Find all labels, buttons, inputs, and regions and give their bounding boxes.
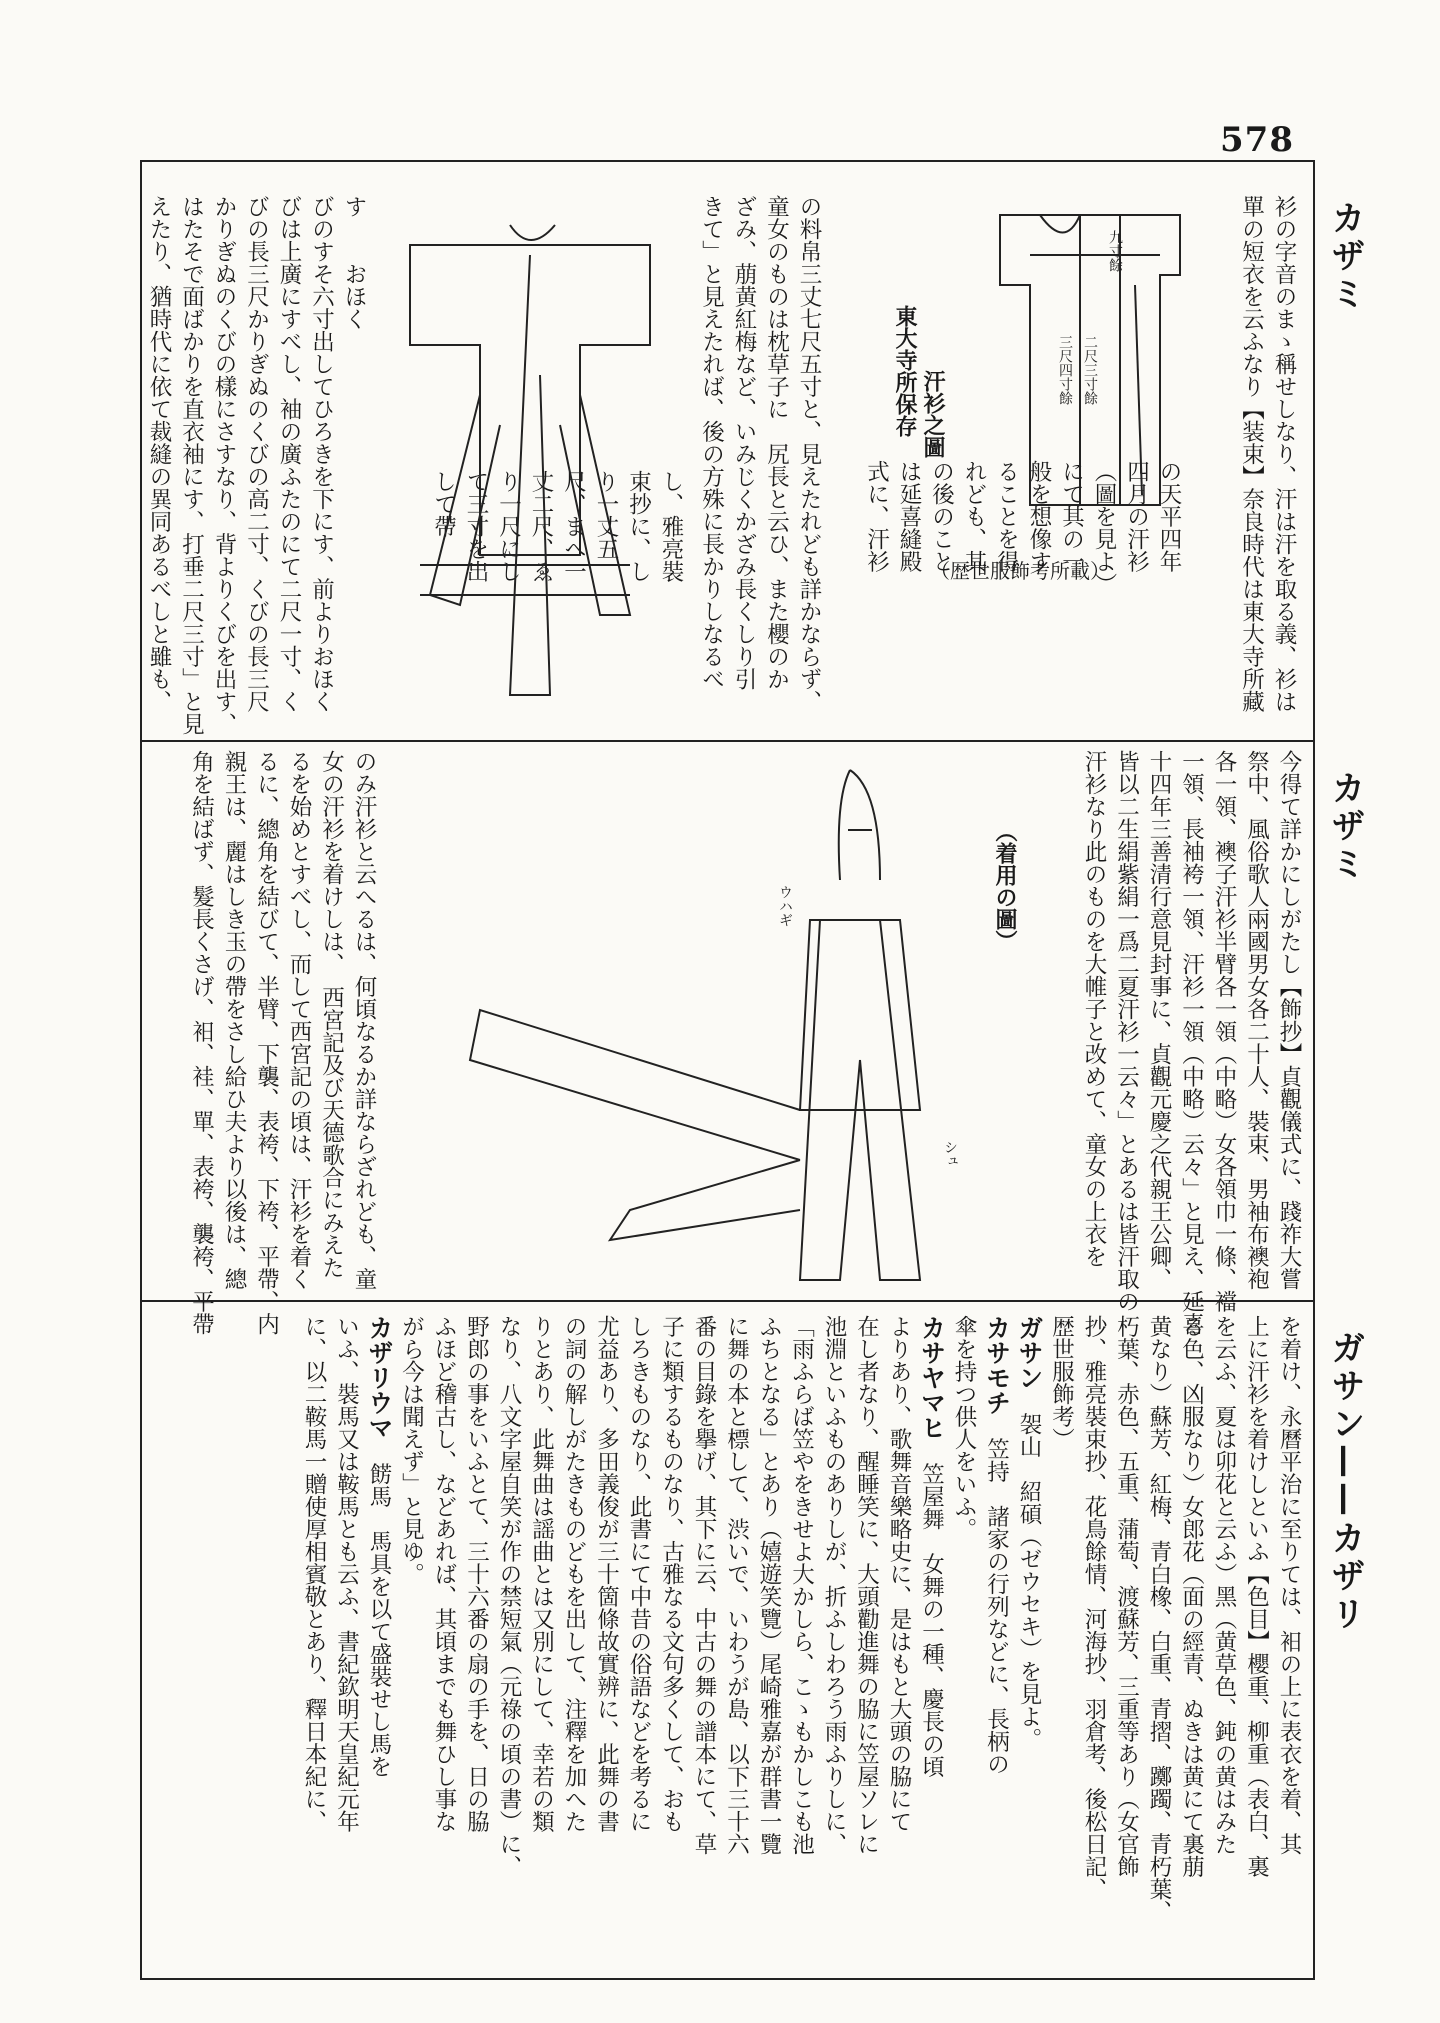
text-column: 尺、まへ一	[560, 470, 587, 583]
text-column: を云ふ、夏は卯花と云ふ）黑（黄草色、鈍の黄はみた	[1211, 1315, 1237, 1855]
text-column: るを始めとすべし、而して西宮記の頃は、汗衫を着く	[286, 750, 312, 1290]
text-column: 一領、長袖袴一領、汗衫一領（中略）云々」と見え、延喜	[1178, 750, 1205, 1335]
text-column: 親王は、麗はしき玉の帶をさし給ひ夫より以後は、總	[221, 750, 247, 1290]
text-column: びの長三尺かりぎぬのくびの高二寸、くびの長三尺	[243, 195, 270, 713]
text-column: 童女のものは枕草子に 尻長と云ひ、また櫻のか	[763, 195, 790, 690]
text-column: 般を想像す	[1026, 460, 1052, 573]
garment-drawing	[380, 195, 680, 735]
entry-head-kasamochi: カサモチ	[982, 1315, 1012, 1415]
figure-2-label-b: シュ	[942, 1140, 958, 1168]
text-column: 抄、雅亮裝束抄、花鳥餘情、河海抄、羽倉考、後松日記、	[1081, 1315, 1107, 1900]
text-column: の詞の解しがたきものどもを出して、注釋を加へた	[561, 1315, 587, 1833]
entry-kazariuma-text: 餝馬 馬具を以て盛裝せし馬を	[366, 1440, 392, 1778]
text-column: 在し者なり、醒睡笑に、大頭勸進舞の脇に笠屋ソレに	[853, 1315, 880, 1855]
text-column: に舞の本と標して、渋いで、いわうが島、以下三十六	[723, 1315, 750, 1855]
entry-kasayamahi-text: 笠屋舞 女舞の一種、慶長の頃	[918, 1440, 945, 1778]
text-column: に、以二鞍馬一贈使厚相賓敬とあり、釋日本紀に、	[301, 1315, 327, 1833]
text-column: るに、總角を結びて、半臂、下襲、表袴、下袴、平帶、内	[253, 750, 280, 1335]
entry-gasan	[1013, 1315, 1046, 1960]
page-number: 578	[1220, 120, 1294, 160]
text-column: 束抄に、し	[625, 470, 652, 583]
text-column: 歴世服飾考）	[1048, 1315, 1075, 1450]
figure-2-caption: （着用の圖）	[992, 820, 1018, 952]
text-column: ふちとなる」とあり（嬉遊笑覽）尾崎雅嘉が群書一覽	[756, 1315, 782, 1855]
text-column: 番の目錄を擧げ、其下に云、中古の舞の譜本にて、草	[691, 1315, 717, 1855]
text-column: り一丈五	[593, 470, 619, 560]
section-2-text-b	[140, 750, 380, 1335]
text-column: 今得て詳かにしがたし【飾抄】貞觀儀式に、踐祚大嘗	[1276, 750, 1302, 1290]
text-column: て三寸を出	[463, 470, 489, 583]
text-column: 衫の字音のまゝ稱せしなり、汗は汗を取る義、衫は	[1271, 195, 1297, 713]
text-column: 「雨ふらば笠やをきせよ大かしら、こゝもかしこも池	[788, 1315, 815, 1855]
text-column: 池淵といふものありしが、折ふしわろう雨ふりしに、	[821, 1315, 847, 1855]
text-column: 野郎の事をいふとて、三十六番の扇の手を、日の脇	[463, 1315, 490, 1833]
text-column: 汗衫なり此のものを大帷子と改めて、童女の上衣を	[1081, 750, 1107, 1268]
entry-head-kazariuma: カザリウマ	[365, 1315, 394, 1440]
text-column: なり、八文字屋自笑が作の禁短氣（元祿の頃の書）に、	[496, 1315, 522, 1878]
text-column: り一尺にし	[495, 470, 522, 583]
text-column: ざみ、萠黄紅梅など、いみじくかざみ長くしり引	[731, 195, 757, 690]
text-column: 四月の汗衫	[1123, 460, 1150, 573]
text-column: して帶	[430, 470, 457, 538]
figure-1-label-a: 九寸餘	[1107, 230, 1123, 272]
text-column: がら今は聞えず」と見ゆ。	[398, 1315, 425, 1585]
section-3-text	[145, 1315, 1305, 1960]
text-column: を着け、永曆平治に至りては、衵の上に表衣を着、其	[1276, 1315, 1302, 1855]
text-column: 單の短衣を云ふなり【装束】奈良時代は東大寺所藏	[1238, 195, 1265, 713]
text-column: は延喜縫殿	[896, 460, 922, 573]
section-1-text-e	[145, 195, 370, 735]
figure-1-label-b: 二尺三寸餘	[1082, 335, 1098, 405]
text-column: ることを得	[993, 460, 1020, 573]
text-column: の天平四年	[1156, 460, 1182, 573]
entry-kasamochi-text: 笠持 諸家の行列などに、長柄の	[983, 1415, 1010, 1775]
text-column: す おほく	[341, 195, 367, 330]
entry-kasamochi	[980, 1315, 1013, 1960]
text-column: 傘を持つ供人をいふ。	[951, 1315, 977, 1540]
section-1-text-c	[685, 195, 825, 735]
text-column: 祭中、風俗歌人兩國男女各二十人、裝束、男袖布襖袍	[1243, 750, 1270, 1290]
figure-1-subtitle: 汗衫之圖	[920, 370, 946, 458]
text-column: いふ、裝馬又は鞍馬とも云ふ、書紀欽明天皇紀元年	[333, 1315, 360, 1833]
text-column: ふほど稽古し、などあれば、其頃までも舞ひし事な	[431, 1315, 457, 1833]
text-column: 各一領、襖子汗衫半臂各一領（中略）女各領巾一條、襠	[1211, 750, 1237, 1313]
text-column: 子に類するものなり、古雅なる文句多くして、おも	[658, 1315, 685, 1833]
text-column: し、雅亮裝	[658, 470, 684, 583]
text-column: の後のこと	[928, 460, 955, 573]
text-column: のみ汗衫と云へるは、何頃なるか詳ならざれども、童	[351, 750, 377, 1290]
text-column: 尤益あり、多田義俊が三十箇條故實辨に、此舞の書	[593, 1315, 620, 1833]
section-1-text-a	[1185, 195, 1300, 735]
text-column: にて其の一	[1058, 460, 1085, 573]
text-column: はたそで面ばかりを直衣袖にす、打垂二尺三寸」と見	[178, 195, 205, 735]
text-column: えたり、猶時代に依て裁縫の異同あるべしと雖も、	[146, 195, 172, 713]
text-column: 朽葉、赤色、五重、蒲萄、渡蘇芳、三重等あり（女官飾	[1113, 1315, 1140, 1878]
text-column: 丈二尺、ゑ	[528, 470, 554, 583]
entry-kasayamahi	[915, 1315, 948, 1960]
section-divider-1	[140, 740, 1315, 742]
section-2-text-a	[1065, 750, 1305, 1335]
entry-gasan-text: 袈山 紹碩（ゼウセキ）を見よ。	[1016, 1390, 1042, 1750]
entry-kazariuma	[363, 1315, 396, 1960]
worn-kazami-illustration	[380, 760, 1020, 1290]
text-column: 皆以二生絹紫絹一爲二夏汗衫一云々」とあるは皆汗取の	[1113, 750, 1140, 1313]
text-column: 上に汗衫を着けしといふ【色目】櫻重、柳重（表白、裏	[1243, 1315, 1270, 1878]
text-column: 十四年三善清行意見封事に、貞觀元慶之代親王公卿、	[1146, 750, 1172, 1290]
text-column: る色、凶服なり）女郎花（面の經青、ぬきは黄にて裏萠	[1178, 1315, 1205, 1878]
text-column: かりぎぬのくびの樣にさすなり、背よりくびを出す、	[211, 195, 237, 735]
headword-gasan-kazari: ガサン——カザリ	[1325, 1330, 1365, 1634]
worn-kazami-figure	[380, 760, 1020, 1290]
text-column: 黄なり）蘇芳、紅梅、青白橡、白重、青摺、躑躅、青朽葉、	[1146, 1315, 1172, 1923]
headword-kazami: カザミ	[1325, 200, 1365, 314]
text-column: きて」と見えたれば、後の方殊に長かりしなるべ	[698, 195, 725, 690]
text-column: 角を結ばず、髮長くさげ、衵、袿、單、表袴、襲袴、平帶	[188, 750, 215, 1335]
text-column: 式に、汗衫	[863, 460, 890, 573]
figure-2-label-a: ウハギ	[777, 885, 793, 927]
kazami-diagram-figure	[880, 195, 1185, 585]
entry-head-gasan: ガサン	[1015, 1315, 1044, 1390]
text-column: よりあり、歌舞音樂略史に、是はもと大頭の脇にて	[886, 1315, 912, 1833]
figure-1-title: 東大寺所保存	[892, 305, 918, 437]
text-column: の料帛三丈七尺五寸と、見えたれども詳かならず、	[796, 195, 822, 713]
text-column: びは上廣にすべし、袖の廣ふたのにて二尺一寸、く	[276, 195, 302, 713]
figure-1-caption: （歴世服飾考所載）	[930, 559, 1110, 583]
text-column: （圖を見よ）	[1091, 460, 1117, 595]
text-column: れども、其	[961, 460, 987, 573]
headword-kazami-2: カザミ	[1325, 770, 1365, 884]
text-column: 女の汗衫を着けしは、 西宮記及び天德歌合にみえた	[318, 750, 345, 1279]
text-column: しろきものなり、此書にて中昔の俗語などを考るに	[626, 1315, 652, 1833]
entry-head-kasayamahi: カサヤマヒ	[917, 1315, 947, 1440]
figure-1-label-c: 三尺四寸餘	[1057, 335, 1073, 405]
garment-illustration	[380, 195, 680, 735]
text-column: りとあり、此舞曲は謡曲とは又別にして、幸若の類	[528, 1315, 555, 1833]
text-column: びのすそ六寸出してひろきを下にす、前よりおほく	[308, 195, 335, 713]
